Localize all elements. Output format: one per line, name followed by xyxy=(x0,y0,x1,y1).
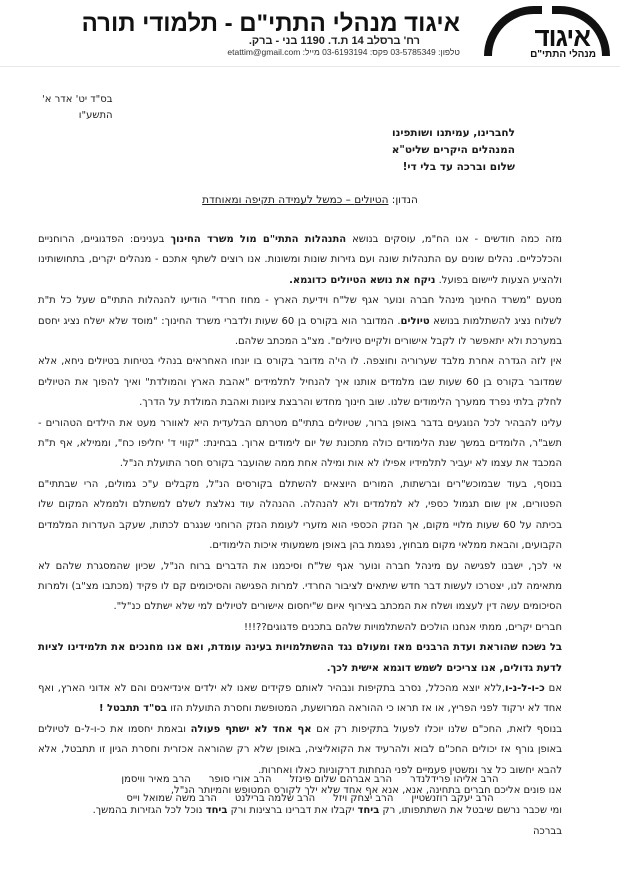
paragraph-text: אם xyxy=(544,682,562,694)
subject-prefix: הנדון: xyxy=(391,194,418,206)
signatory-name: הרב אליהו פרידלנדר xyxy=(410,774,499,785)
paragraph-text: נוכל לכל הגזירות בהמשך. xyxy=(92,805,206,817)
subject-title xyxy=(202,194,388,206)
signatory-name: הרב אורי סופר xyxy=(208,774,272,785)
emphasis-text: טיולים xyxy=(400,315,430,327)
emphasis-text: אף אחד לא ישתף פעולה xyxy=(190,723,312,735)
body-paragraph xyxy=(38,230,562,291)
subject-rest: – כמשל לעמידה תקיפה ומאוחדת xyxy=(202,194,355,206)
recipients-line: המנהלים היקרים שליט"א xyxy=(391,144,515,156)
emphasis-text: כ-ו-ל-נ-ו xyxy=(505,682,545,694)
emphasis-text: בל נשכח שהוראת ועדת הרבנים מאז ומעולם נגד ההשתלמויות בעינה עומדת, ואם אנו מחנכים את תלמידינו לציות לדעת גדולים, אנו צריכים לשמש דוגמא אישית לכך. xyxy=(38,642,562,674)
paragraph-text: עלינו להבהיר לכל הנוגעים בדבר באופן ברור, שטיולים בתתי"ם מטרתם הבלעדית היא לאוורר מעט את הילדים הטהורים - תשב"ר, הלומדים במשך שנת הלימודים כולה מתכונת של יום לימודים ארוך. בבחינת: "קווי ד' יחליפו כח", וממילא, אף ת"ת המכבד את עצמו לא יעביר לתלמידיו אפילו לא אות ומילה אחת ממה שהועבר בקורס חסר התועלת הנ"ל. xyxy=(38,417,562,470)
body-paragraph xyxy=(38,638,562,679)
organization-logo xyxy=(476,4,614,62)
paragraph-text: אין לזה הגדרה אחרת מלבד שערוריה וחוצפה. לו הי'ה מדובר בקורס בו יונחו האחראים בנהלי בטיחות בטיולים ניחא, אלא שמדובר בקורס בן 60 שעות שבו מלמדים אותנו איך להנחיל לתלמידים "אהבת הארץ והמולדת" ואיך להפוך את הטיולים לחלק בלתי נפרד ממערך הלימודים שלנו. שוב חינוך מחדש והרבצת ציונות ואהבת המולדת על הדרך. xyxy=(38,356,562,409)
letter-body xyxy=(38,230,562,842)
body-paragraph xyxy=(38,414,562,475)
paragraph-text: יקבלו את דברינו ברצינות ורק xyxy=(227,805,358,817)
emphasis-text: ביחד xyxy=(357,805,380,817)
paragraph-text: אנו פונים אליכם חברים בתחינה, אנא, אנא אף אחד שלא ילך לקורס המטופש והמיותר הנ"ל, xyxy=(170,784,562,796)
paragraph-text: ,ללא יוצא מהכלל, נסרב בתקיפות ונבהיר לאותם פקידים שאנו לא ילדים אינדיאנים והם לא אדוני הארץ, ואף אחד לא ירקוד לפני הפריץ, או אז תראו כי ההוראה המרושעת, המטופשת וחסרת התועלת הזו xyxy=(38,682,562,715)
body-paragraph xyxy=(38,618,562,638)
letter-date xyxy=(42,92,113,124)
signature-row xyxy=(0,789,620,808)
body-paragraph xyxy=(38,557,562,618)
recipients-line: לחברינו, עמיתנו ושותפינו xyxy=(392,127,515,139)
paragraph-text: . המדובר הוא בקורס בן 60 שעות ולדברי משרד החינוך: "מוסד שלא ישלח נציג יחסם במערכת ולא יתאפשר לו לקבל אישורים ולקיים טיולים". מצ"ב המכתב שלהם. xyxy=(38,315,562,348)
paragraph-text: אי לכך, ישבנו לפגישה עם מינהל חברה ונוער אגף של"ח וסיכמנו את הדברים ברוח הנ"ל, שכיון שהמסגרת שלהם לא מתאימה לנו, יצטרכו לעשות דבר חדש שיתאים לציבור החרדי. למרות הפגישה והסיכומים קם לו פקיד (מכתבו מצ"ב) ולמרות הסיכומים עשה דין לעצמו ושלח את המכתב בצירוף איום ש"יחסום אישורים לטיולים למי שלא ישתלם כנ"ל". xyxy=(38,560,562,613)
body-paragraph xyxy=(38,352,562,413)
letter-subject xyxy=(0,193,620,207)
letterhead xyxy=(0,0,620,67)
signatory-name: הרב אברהם שלום פינזל xyxy=(289,774,393,785)
hebrew-date: בס"ד יט' אדר א' xyxy=(42,94,113,105)
sign-off: בברכה xyxy=(532,825,562,837)
paragraph-text: בענינים: הפדגוגיים, הרוחניים והכלכליים. נהלים שונים עם התנהלות שונה ועם גזירות שונות ומשונות. אנו רוצים לשתף אתכם - מנהלים יקרים, בתחושותינו ולהציע הצעות ליישום בפועל. xyxy=(38,234,562,286)
signature-row xyxy=(0,770,620,789)
signatory-name: הרב שלמה ברילנט xyxy=(234,793,316,804)
paragraph-text: חברים יקרים, ממתי אנחנו הולכים להשתלמויות שלהם בתכנים פדגוגים??!!! xyxy=(244,621,562,633)
recipients-block xyxy=(392,125,515,176)
emphasis-text: התנהלות התתי"ם מול משרד החינוך xyxy=(170,234,347,245)
organization-name: איגוד מנהלי התתי"ם - תלמודי תורה xyxy=(81,10,460,37)
organization-contact: טלפון: 03-5785349 פקס: 03-6193194 מייל: etattim@gmail.com xyxy=(227,47,460,57)
paragraph-text: מטעם "משרד החינוך מינהל חברה ונוער אגף של"ח וידיעת הארץ - מחוז חרדי" הודיעו להנהלות התתי"ם שעל כל ת"ת לשלוח נציג להשתלמות בנושא xyxy=(38,295,562,327)
logo-subtitle: מנהלי התתי"ם xyxy=(530,49,596,60)
greeting-line: שלום וברכה עד בלי די! xyxy=(402,161,515,173)
emphasis-text: בס"ד תתבטל ! xyxy=(98,703,168,715)
body-paragraph xyxy=(38,475,562,557)
signatory-name: הרב יעקב רוזנשטיין xyxy=(411,793,494,804)
organization-address: רח' ברסלב 14 ת.ד. 1190 בני - ברק. xyxy=(248,35,420,47)
paragraph-text: ובאמת יחסמו את כ-ו-ל-ם לטיולים באופן גורף אז יכולים החכ"ם לבוא ולהרעיד את הקואליציה, באופן שלא רק שהוראה אכזרית וחסרת הגיון זו תתבטל, אלא להבא יחשוב כל צר ומשטין פעמיים לפני הנחתות דרקוניות כאלו ואחרות. xyxy=(38,723,562,776)
signatory-name: הרב יצחק ויזל xyxy=(333,793,394,804)
paragraph-text: בנוסף, בעוד שבמוכש"רים וברשתות, המורים היוצאים להשתלם בקורסים הנ"ל, מקבלים ע"כ גמולים, הרי שבתתי"ם הפטורים, אין שום תגמול כספי, לא למלמדים ולא להנהלה. ההנהלה עוד נאלצת לשלם למשתלם ולממלא המקום שלו בכיתה על 60 שעות מלויי מקום, אך הנזק הכספי הוא מזערי לעומת הנזק הרוחני שנגרם לכתות, שעקב העדרות המלמדים הקבועים, והבאת ממלאי מקום מבחוץ, נפגמת בהן באופן משמעותי איכות הלימודים. xyxy=(38,478,562,552)
hebrew-year: התשע"ו xyxy=(78,110,113,121)
body-paragraph xyxy=(38,291,562,352)
signatory-name: הרב מאיר וויסמן xyxy=(121,774,191,785)
body-paragraph xyxy=(38,679,562,720)
emphasis-text: ניקח את נושא הטיולים כדוגמא. xyxy=(289,274,436,286)
paragraph-text: בנוסף לזאת, החכ"ם שלנו יוכלו לפעול בתקיפות רק אם xyxy=(311,723,562,735)
signatures xyxy=(0,770,620,808)
logo-word: איגוד xyxy=(534,22,590,52)
paragraph-text: ומי שכבר נרשם שיבטל את השתתפותו, רק xyxy=(379,805,562,817)
signatory-name: הרב משה שמואל וייס xyxy=(126,793,217,804)
emphasis-text: ביחד xyxy=(205,805,228,817)
paragraph-text: מזה כמה חודשים - אנו הח"מ, עוסקים בנושא xyxy=(346,234,562,245)
subject-main: הטיולים xyxy=(354,194,389,206)
